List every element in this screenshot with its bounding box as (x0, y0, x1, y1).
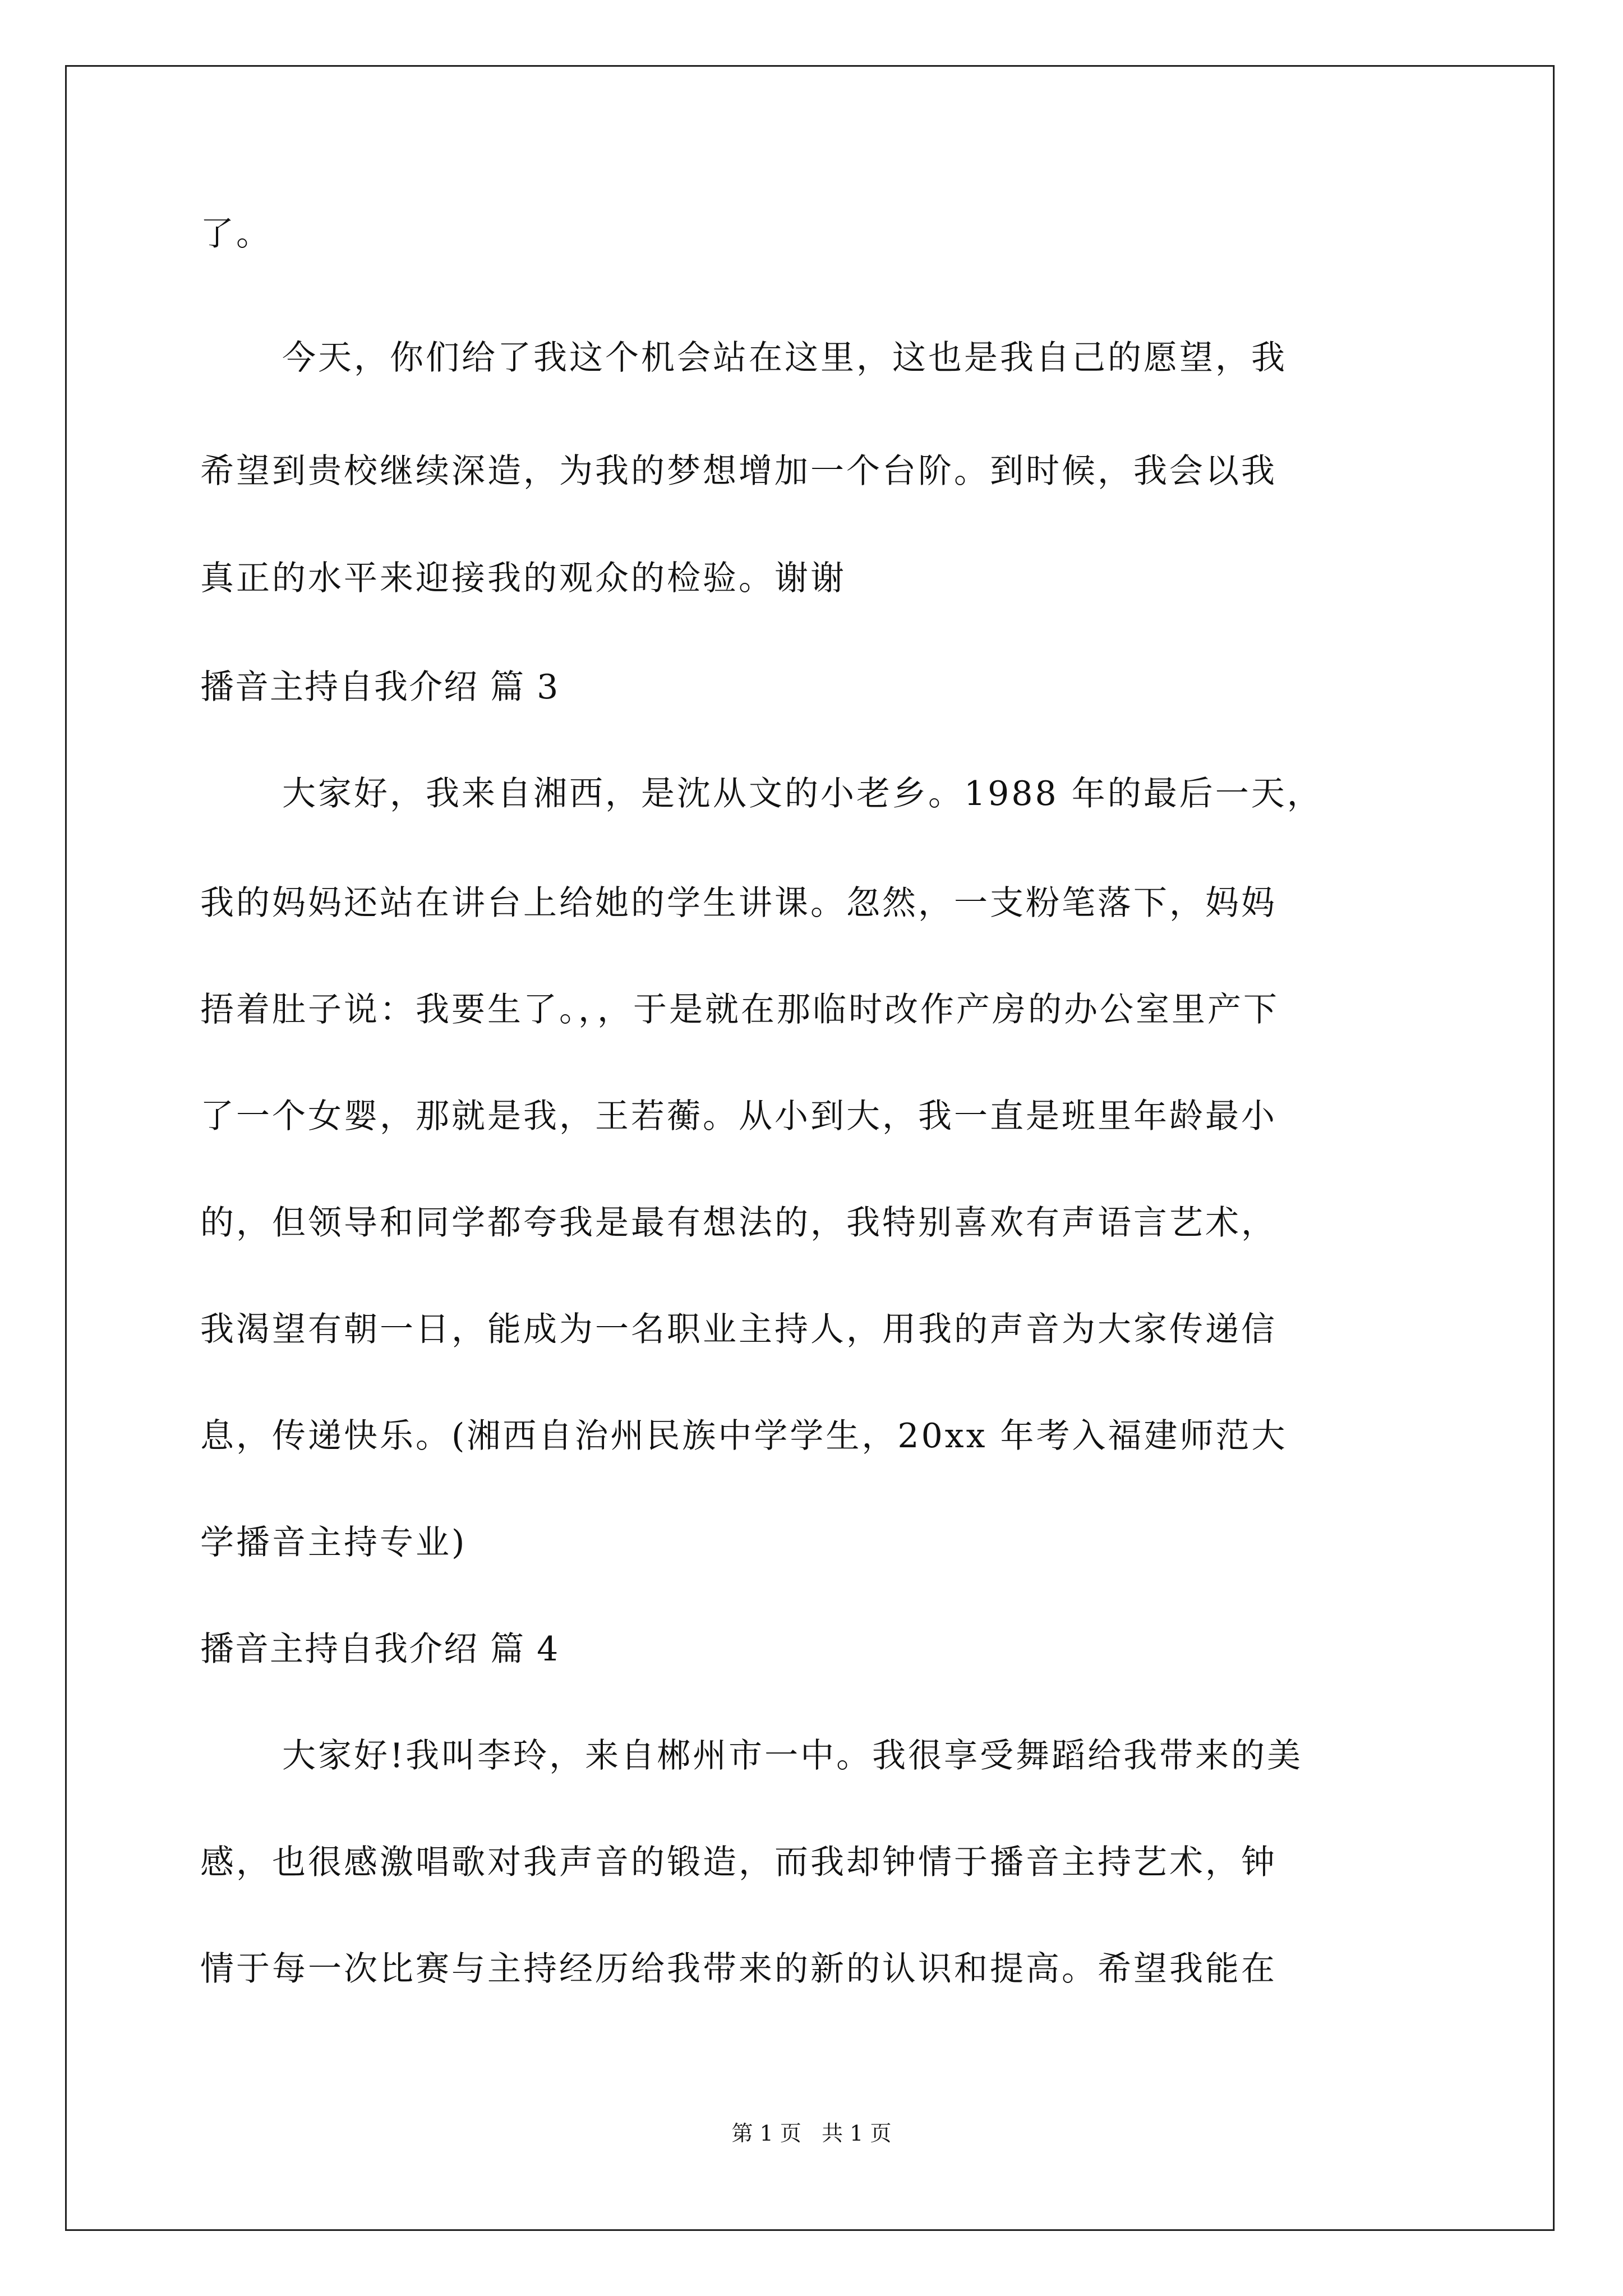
paragraph-line: 了。 (200, 214, 272, 254)
page-border (65, 65, 1555, 2231)
paragraph-line: 我渴望有朝一日，能成为一名职业主持人，用我的声音为大家传递信 (200, 1310, 1277, 1349)
section-heading: 播音主持自我介绍 篇 4 (200, 1630, 560, 1669)
paragraph-line: 情于每一次比赛与主持经历给我带来的新的认识和提高。希望我能在 (200, 1949, 1277, 1989)
paragraph-line: 希望到贵校继续深造，为我的梦想增加一个台阶。到时候，我会以我 (200, 452, 1277, 491)
paragraph-line: 我的妈妈还站在讲台上给她的学生讲课。忽然，一支粉笔落下，妈妈 (200, 884, 1277, 923)
paragraph-line: 大家好，我来自湘西，是沈从文的小老乡。1988 年的最后一天， (282, 774, 1323, 813)
paragraph-line: 今天，你们给了我这个机会站在这里，这也是我自己的愿望，我 (282, 338, 1287, 378)
paragraph-line: 了一个女婴，那就是我，王若蘅。从小到大，我一直是班里年龄最小 (200, 1097, 1277, 1136)
paragraph-line: 的，但领导和同学都夸我是最有想法的，我特别喜欢有声语言艺术， (200, 1203, 1277, 1243)
paragraph-line: 学播音主持专业) (200, 1523, 467, 1562)
paragraph-line: 大家好!我叫李玲，来自郴州市一中。我很享受舞蹈给我带来的美 (282, 1736, 1303, 1775)
paragraph-line: 息，传递快乐。(湘西自治州民族中学学生，20xx 年考入福建师范大 (200, 1416, 1288, 1456)
paragraph-line: 捂着肚子说：我要生了。，，于是就在那临时改作产房的办公室里产下 (200, 990, 1279, 1029)
paragraph-line: 真正的水平来迎接我的观众的检验。谢谢 (200, 559, 846, 598)
paragraph-line: 感，也很感激唱歌对我声音的锻造，而我却钟情于播音主持艺术，钟 (200, 1843, 1277, 1882)
section-heading: 播音主持自我介绍 篇 3 (200, 668, 560, 707)
page-footer: 第 1 页 共 1 页 (731, 2121, 892, 2146)
